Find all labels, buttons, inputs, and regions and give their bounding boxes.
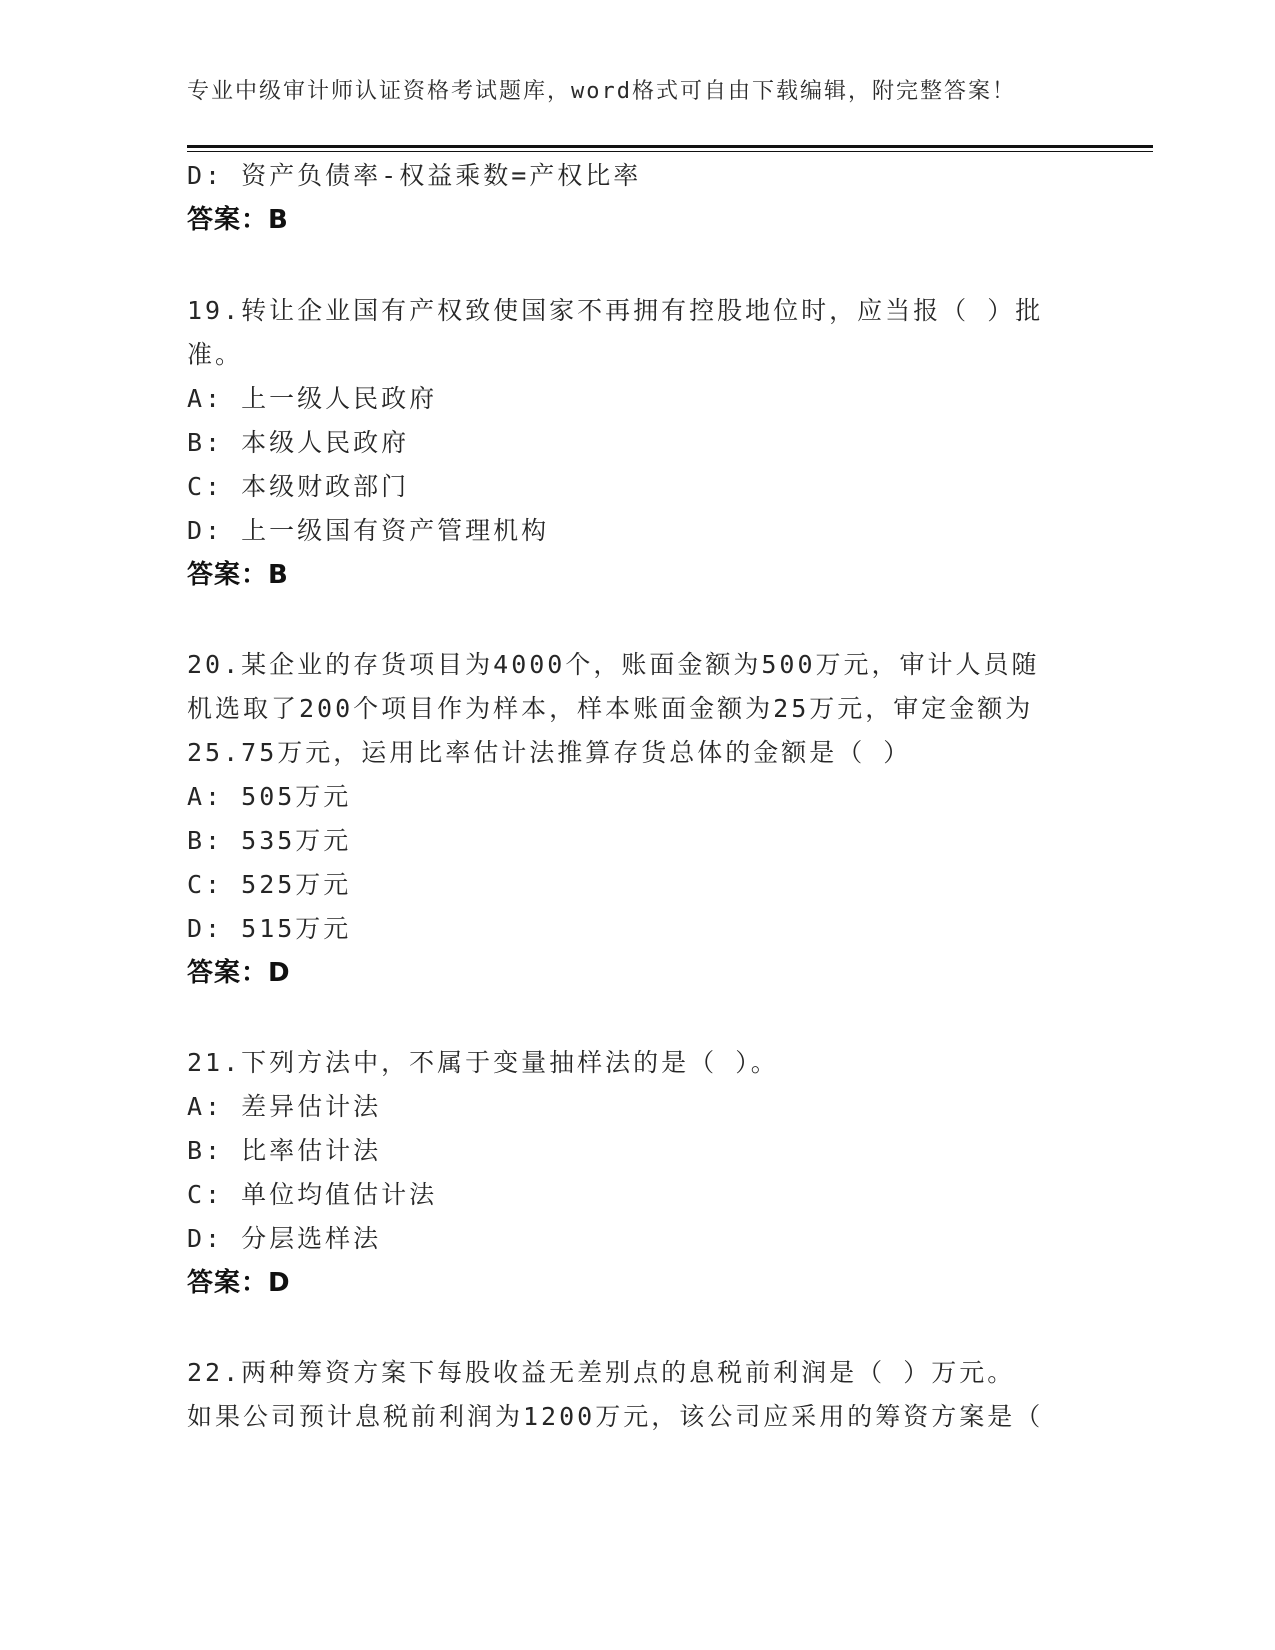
q19-option-a: A: 上一级人民政府: [187, 384, 438, 413]
q20-stem-line2: 机选取了200个项目作为样本，样本账面金额为25万元，审定金额为: [187, 694, 1034, 723]
q21-option-d: D: 分层选样法: [187, 1224, 382, 1253]
q18-option-d: D: 资产负债率-权益乘数=产权比率: [187, 161, 642, 190]
q20-option-d: D: 515万元: [187, 914, 352, 943]
q20-answer: 答案：D: [187, 958, 291, 988]
q20-option-c: C: 525万元: [187, 870, 352, 899]
q19-option-b: B: 本级人民政府: [187, 428, 410, 457]
q18-answer: 答案：B: [187, 205, 289, 235]
q22-stem-line2: 如果公司预计息税前利润为1200万元，该公司应采用的筹资方案是（: [187, 1402, 1044, 1431]
page-header: 专业中级审计师认证资格考试题库，word格式可自由下载编辑，附完整答案！: [187, 79, 1016, 104]
q19-option-c: C: 本级财政部门: [187, 472, 410, 501]
q20-option-a: A: 505万元: [187, 782, 352, 811]
q21-option-a: A: 差异估计法: [187, 1092, 382, 1121]
q21-option-b: B: 比率估计法: [187, 1136, 382, 1165]
q20-stem-line3: 25.75万元，运用比率估计法推算存货总体的金额是（ ）: [187, 738, 912, 767]
q19-stem-line2: 准。: [187, 340, 244, 369]
q20-stem-line1: 20.某企业的存货项目为4000个，账面金额为500万元，审计人员随: [187, 650, 1040, 679]
header-rule-thin: [187, 151, 1153, 152]
q19-option-d: D: 上一级国有资产管理机构: [187, 516, 550, 545]
q21-stem-line1: 21.下列方法中，不属于变量抽样法的是（ ）。: [187, 1048, 779, 1077]
q20-option-b: B: 535万元: [187, 826, 352, 855]
q21-answer: 答案：D: [187, 1268, 291, 1298]
q22-stem-line1: 22.两种筹资方案下每股收益无差别点的息税前利润是（ ）万元。: [187, 1358, 1016, 1387]
q21-option-c: C: 单位均值估计法: [187, 1180, 438, 1209]
q19-stem-line1: 19.转让企业国有产权致使国家不再拥有控股地位时，应当报（ ）批: [187, 296, 1044, 325]
q19-answer: 答案：B: [187, 560, 289, 590]
header-rule-thick: [187, 145, 1153, 148]
